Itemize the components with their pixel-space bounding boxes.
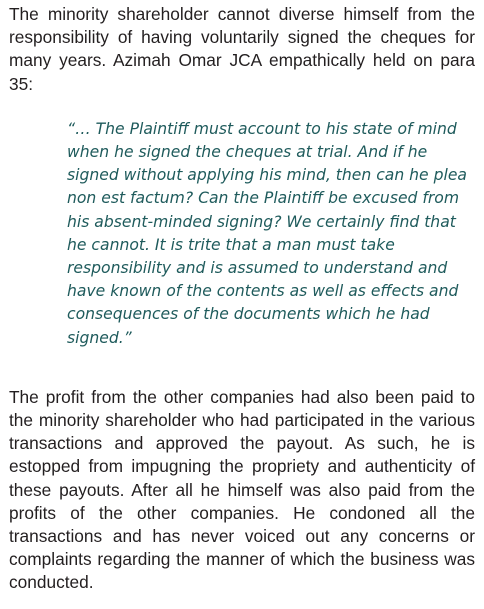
block-quote: “… The Plaintiff must account to his state of mind when he signed the cheques at trial. And if he signed without applying his mind, then can he plea non est factum? Can the Plaintiff be excused from his absent-minded signing? We certainly find that he cannot. It is trite that a man must take responsibility and is assumed to understand and have known of the contents as well as effects and consequences of the documents which he had signed.” — [67, 119, 467, 347]
document-page — [9, 3, 475, 595]
paragraph-conclusion: The profit from the other companies had also been paid to the minority shareholder who had participated in the various transactions and approved the payout. As such, he is estopped from impugning the propriety and authenticity of these payouts. After all he himself was also paid from the profits of the other companies. He condoned all the transactions and has never voiced out any concerns or complaints regarding the manner of which the business was conducted. — [9, 386, 475, 593]
paragraph-intro: The minority shareholder cannot diverse himself from the responsibility of having voluntarily signed the cheques for many years. Azimah Omar JCA empathically held on para 35: — [9, 4, 475, 94]
